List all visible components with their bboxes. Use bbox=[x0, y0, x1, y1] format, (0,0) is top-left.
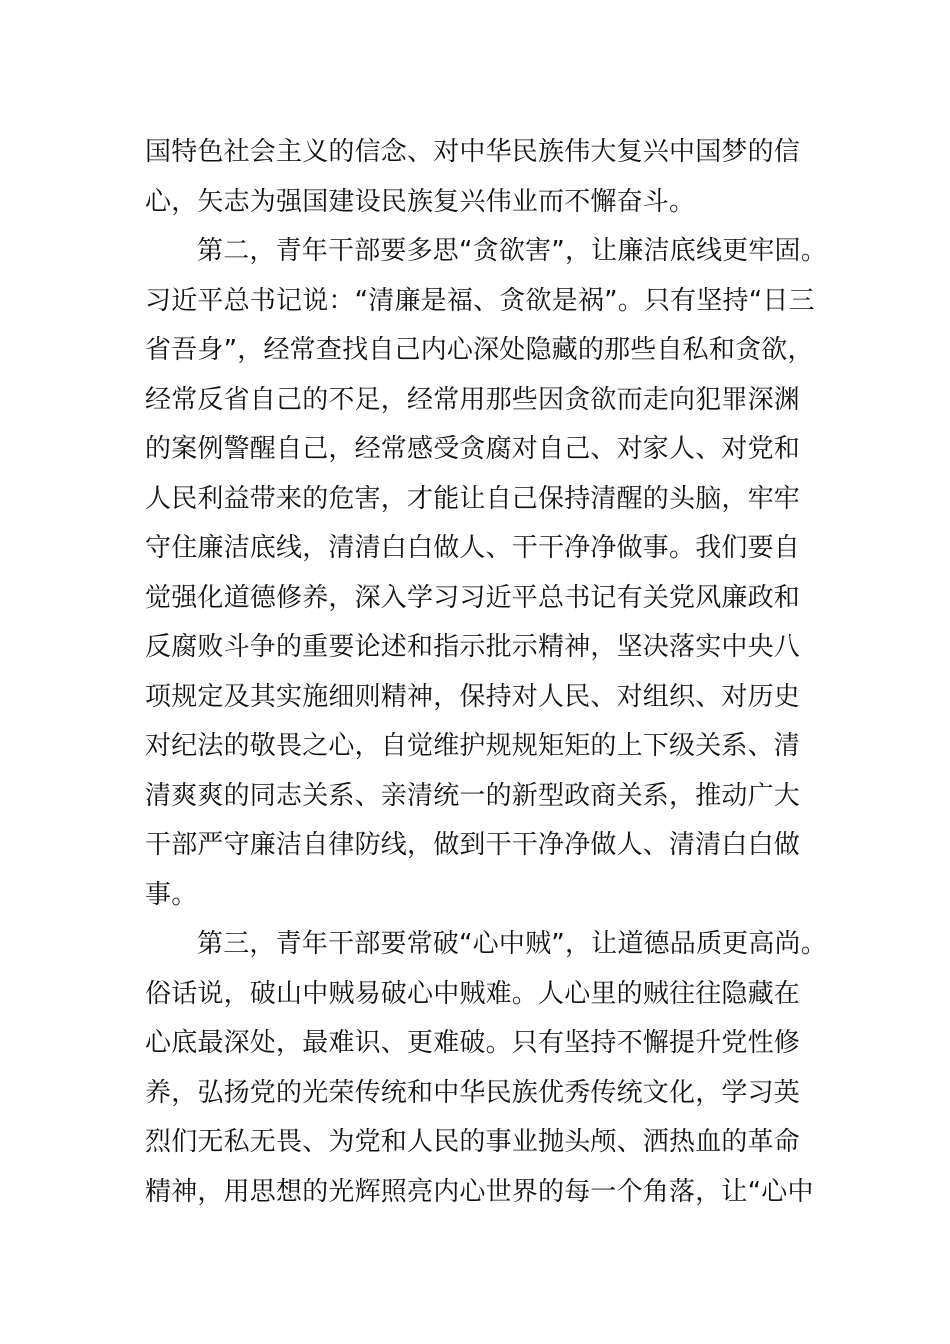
text-line: 项规定及其实施细则精神，保持对人民、对组织、对历史 bbox=[145, 681, 801, 712]
paragraph-start-line: 第三，青年干部要常破“心中贼”，让道德品质更高尚。 bbox=[197, 929, 827, 959]
text-line: 精神，用思想的光辉照亮内心世界的每一个角落，让“心中 bbox=[145, 1176, 814, 1207]
text-line: 经常反省自己的不足，经常用那些因贪欲而走向犯罪深渊 bbox=[145, 384, 801, 415]
text-line: 干部严守廉洁自律防线，做到干干净净做人、清清白白做 bbox=[145, 830, 801, 860]
text-line: 国特色社会主义的信念、对中华民族伟大复兴中国梦的信 bbox=[145, 137, 801, 167]
text-line: 反腐败斗争的重要论述和指示批示精神，坚决落实中央八 bbox=[145, 632, 801, 662]
text-line: 的案例警醒自己，经常感受贪腐对自己、对家人、对党和 bbox=[145, 434, 801, 464]
text-line: 觉强化道德修养，深入学习习近平总书记有关党风廉政和 bbox=[145, 582, 801, 613]
text-line: 人民利益带来的危害，才能让自己保持清醒的头脑，牢牢 bbox=[145, 483, 801, 514]
paragraph-start-line: 第二，青年干部要多思“贪欲害”，让廉洁底线更牢固。 bbox=[197, 236, 827, 266]
text-line: 俗话说，破山中贼易破心中贼难。人心里的贼往往隐藏在 bbox=[145, 978, 801, 1009]
text-line: 事。 bbox=[145, 879, 198, 910]
text-line: 心，矢志为强国建设民族复兴伟业而不懈奋斗。 bbox=[145, 186, 696, 217]
text-line: 养，弘扬党的光荣传统和中华民族优秀传统文化，学习英 bbox=[145, 1077, 801, 1108]
text-line: 对纪法的敬畏之心，自觉维护规规矩矩的上下级关系、清 bbox=[145, 731, 801, 761]
text-line: 心底最深处，最难识、更难破。只有坚持不懈提升党性修 bbox=[145, 1028, 801, 1058]
text-line: 清爽爽的同志关系、亲清统一的新型政商关系，推动广大 bbox=[145, 780, 801, 811]
text-line: 省吾身”，经常查找自己内心深处隐藏的那些自私和贪欲， bbox=[145, 335, 814, 365]
body-text bbox=[145, 128, 827, 1217]
text-line: 习近平总书记说：“清廉是福、贪欲是祸”。只有坚持“日三 bbox=[145, 285, 815, 316]
text-line: 烈们无私无畏、为党和人民的事业抛头颅、洒热血的革命 bbox=[145, 1127, 801, 1157]
text-line: 守住廉洁底线，清清白白做人、干干净净做事。我们要自 bbox=[145, 533, 801, 563]
